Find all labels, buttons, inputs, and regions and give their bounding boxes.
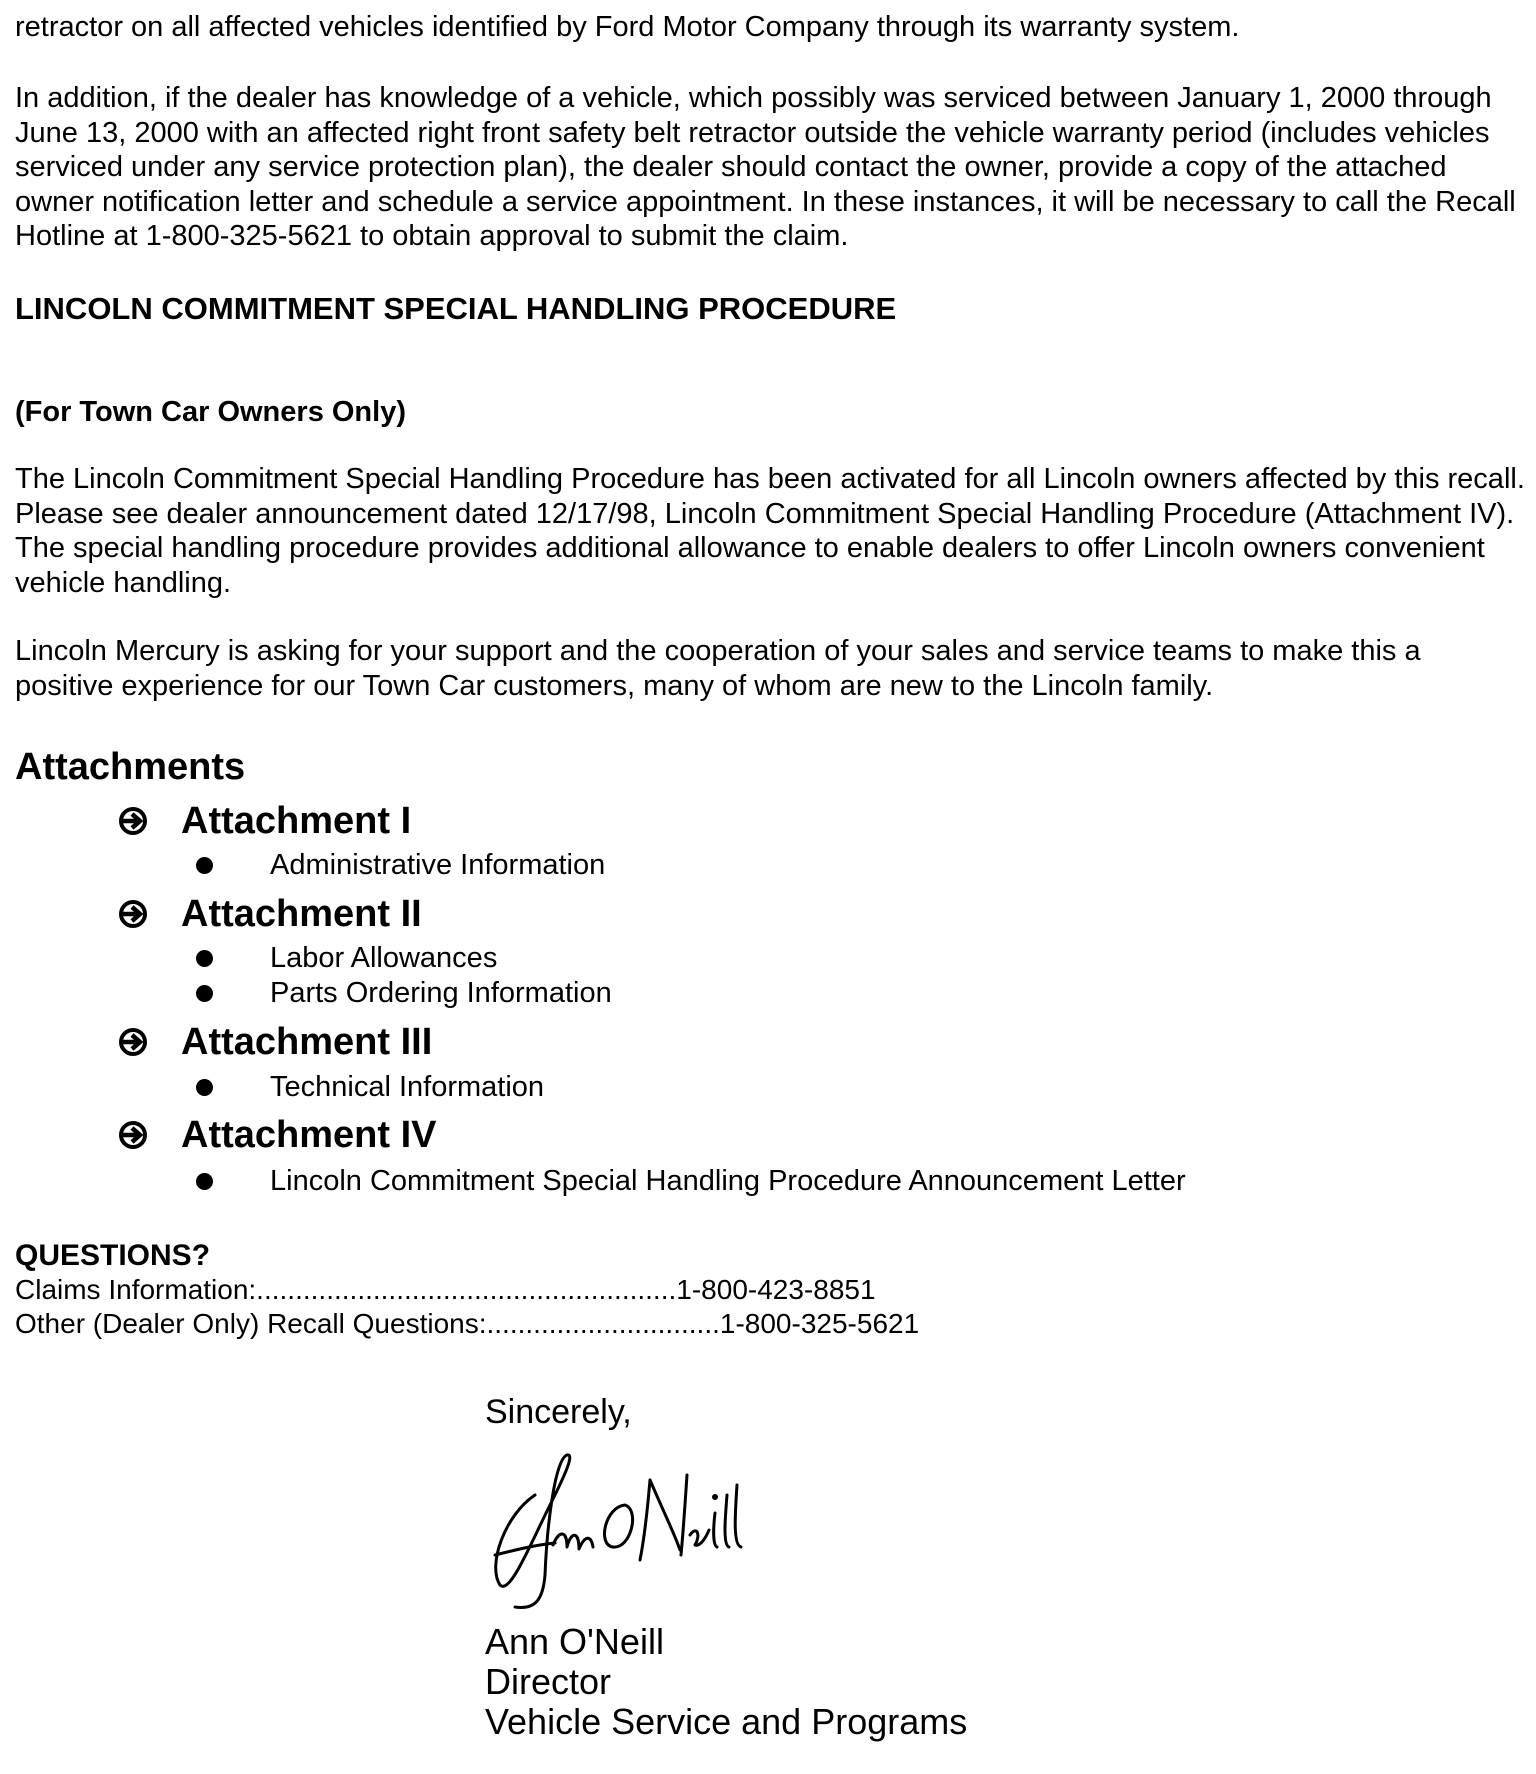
attachment-item	[15, 1019, 1515, 1065]
arrow-bullet-icon	[116, 897, 150, 931]
contact-label: Other (Dealer Only) Recall Questions:..............................	[15, 1308, 720, 1339]
handwritten-signature	[475, 1435, 775, 1615]
contact-label: Claims Information:......................................................	[15, 1274, 677, 1305]
arrow-bullet-icon	[116, 1025, 150, 1059]
bullet-dot-icon	[196, 950, 213, 967]
attachment-item	[15, 1112, 1515, 1158]
arrow-bullet-icon	[116, 1118, 150, 1152]
signer-name: Ann O'Neill	[485, 1621, 664, 1662]
heading-lincoln-commitment: LINCOLN COMMITMENT SPECIAL HANDLING PROCEDURE	[15, 291, 897, 326]
attachment-item-text: Lincoln Commitment Special Handling Procedure Announcement Letter	[270, 1165, 1186, 1197]
attachment-item-text: Parts Ordering Information	[270, 977, 612, 1009]
attachment-title: Attachment IV	[181, 1114, 437, 1156]
bullet-dot-icon	[196, 1173, 213, 1190]
heading-attachments: Attachments	[15, 746, 246, 788]
paragraph-special-handling: The Lincoln Commitment Special Handling Procedure has been activated for all Lincoln owners affected by this recall. Please see dealer announcement dated 12/17/98, Lincoln Commitment Special Handling Procedure (Attachment IV). The special handling procedure provides additional allowance to enable dealers to offer Lincoln owners convenient vehicle handling.	[15, 463, 1525, 599]
attachment-title: Attachment II	[181, 893, 422, 935]
arrow-bullet-icon	[116, 804, 150, 838]
heading-town-car-owners: (For Town Car Owners Only)	[15, 396, 406, 428]
bullet-dot-icon	[196, 1079, 213, 1096]
attachment-item-text: Administrative Information	[270, 849, 606, 881]
heading-questions: QUESTIONS?	[15, 1239, 211, 1272]
bullet-dot-icon	[196, 857, 213, 874]
bullet-dot-icon	[196, 985, 213, 1002]
paragraph-retractor: retractor on all affected vehicles identified by Ford Motor Company through its warranty system.	[15, 11, 1240, 43]
attachment-item	[15, 891, 1515, 937]
contact-phone-number: 1-800-325-5621	[719, 1308, 920, 1339]
attachment-title: Attachment III	[181, 1021, 433, 1063]
signer-title: Director	[485, 1661, 612, 1702]
paragraph-support-request: Lincoln Mercury is asking for your support and the cooperation of your sales and service teams to make this a positive experience for our Town Car customers, many of whom are new to the Lincoln family.	[15, 635, 1421, 702]
contact-row-claims	[15, 1273, 1115, 1307]
closing-salutation: Sincerely,	[485, 1393, 632, 1431]
attachment-list-item	[15, 941, 1515, 975]
attachment-list-item	[15, 976, 1515, 1010]
attachment-item	[15, 798, 1515, 844]
contact-row-recall	[15, 1307, 1115, 1341]
attachment-list-item	[15, 1164, 1515, 1198]
contact-phone-number: 1-800-423-8851	[676, 1274, 876, 1305]
attachment-item-text: Technical Information	[270, 1071, 545, 1103]
paragraph-additional-servicing: In addition, if the dealer has knowledge of a vehicle, which possibly was serviced between January 1, 2000 through June 13, 2000 with an affected right front safety belt retractor outside the vehicle warranty period (includes vehicles serviced under any service protection plan), the dealer should contact the owner, provide a copy of the attached owner notification letter and schedule a service appointment. In these instances, it will be necessary to call the Recall Hotline at 1-800-325-5621 to obtain approval to submit the claim.	[15, 82, 1516, 252]
attachment-list-item	[15, 1070, 1515, 1104]
attachment-item-text: Labor Allowances	[270, 942, 498, 974]
attachment-list-item	[15, 848, 1515, 882]
signer-department: Vehicle Service and Programs	[485, 1701, 968, 1742]
attachment-title: Attachment I	[181, 800, 412, 842]
